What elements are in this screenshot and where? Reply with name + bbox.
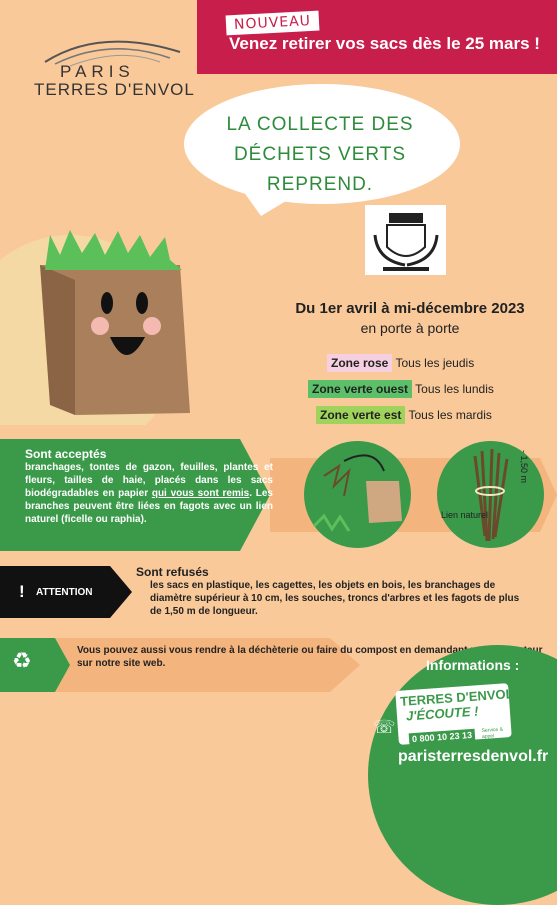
recycle-text: Vous pouvez aussi vous rendre à la déchèterie ou faire du compost en demandant un composteur sur notre site web. — [77, 645, 543, 669]
logo-paris: PARIS — [60, 62, 135, 81]
phone-note: Service & appel gratuits — [481, 726, 504, 747]
dates-line1: Du 1er avril à mi-décembre 2023 — [295, 300, 525, 317]
dates-line2: en porte à porte — [360, 320, 460, 336]
attention-label: ATTENTION — [36, 587, 93, 598]
accepted-body-text: branchages, tontes de gazon, feuilles, plantes et fleurs, tailles de haie, placés dans les sacs biodégradables en papier — [25, 462, 273, 499]
accepted-body-end: . Les branches peuvent être liées en fagots avec un lien naturel (ficelle ou raphia). — [25, 488, 273, 525]
phone-icon: ☏ — [373, 717, 396, 737]
exclamation-icon: ! — [19, 582, 25, 601]
bubble-text: LA COLLECTE DES DÉCHETS VERTS REPREND. — [226, 114, 414, 195]
coat-of-arms-icon — [365, 205, 446, 275]
logo-terres-denvol: TERRES D'ENVOL — [34, 80, 195, 99]
zone-rose — [327, 356, 474, 370]
banner-text: Venez retirer vos sacs dès le 25 mars ! — [229, 34, 540, 53]
info-circle — [368, 645, 557, 905]
ecoute-line1: TERRES D'ENVOL — [399, 686, 514, 709]
accepted-title: Sont acceptés — [25, 447, 107, 461]
zone-verte-est-schedule: Tous les mardis — [408, 408, 492, 422]
refused-body: les sacs en plastique, les cagettes, les objets en bois, les branchages de diamètre supérieur à 10 cm, les souches, troncs d'arbres et les fagots de plus de 1,50 m de longueur. — [150, 580, 520, 617]
measure-label: - 1,50 m — [519, 450, 529, 484]
zone-verte-est — [316, 408, 492, 422]
refused-title: Sont refusés — [136, 565, 209, 579]
nouveau-tag: NOUVEAU — [226, 11, 320, 36]
phone-number[interactable]: 0 800 10 23 13 — [409, 729, 476, 746]
bag-illustration-circle — [304, 441, 411, 548]
zone-verte-ouest-schedule: Tous les lundis — [415, 382, 494, 396]
accepted-body — [25, 461, 273, 526]
bag-with-branches-icon — [304, 441, 411, 548]
info-title: Informations : — [426, 657, 520, 673]
zone-verte-ouest-label: Zone verte ouest — [308, 380, 412, 398]
zone-rose-label: Zone rose — [327, 354, 392, 372]
lien-naturel-label: Lien naturel — [441, 510, 489, 520]
zone-verte-ouest — [308, 382, 494, 396]
website-link[interactable]: paristerresdenvol.fr — [398, 748, 549, 765]
ecoute-line2: J'ÉCOUTE ! — [405, 703, 479, 724]
paper-bag-mascot — [0, 225, 200, 425]
accepted-body-underline: qui vous sont remis — [151, 488, 250, 499]
city-seal — [365, 205, 446, 275]
zone-rose-schedule: Tous les jeudis — [395, 356, 475, 370]
recycle-icon: ♻ — [12, 648, 32, 673]
zone-verte-est-label: Zone verte est — [316, 406, 405, 424]
